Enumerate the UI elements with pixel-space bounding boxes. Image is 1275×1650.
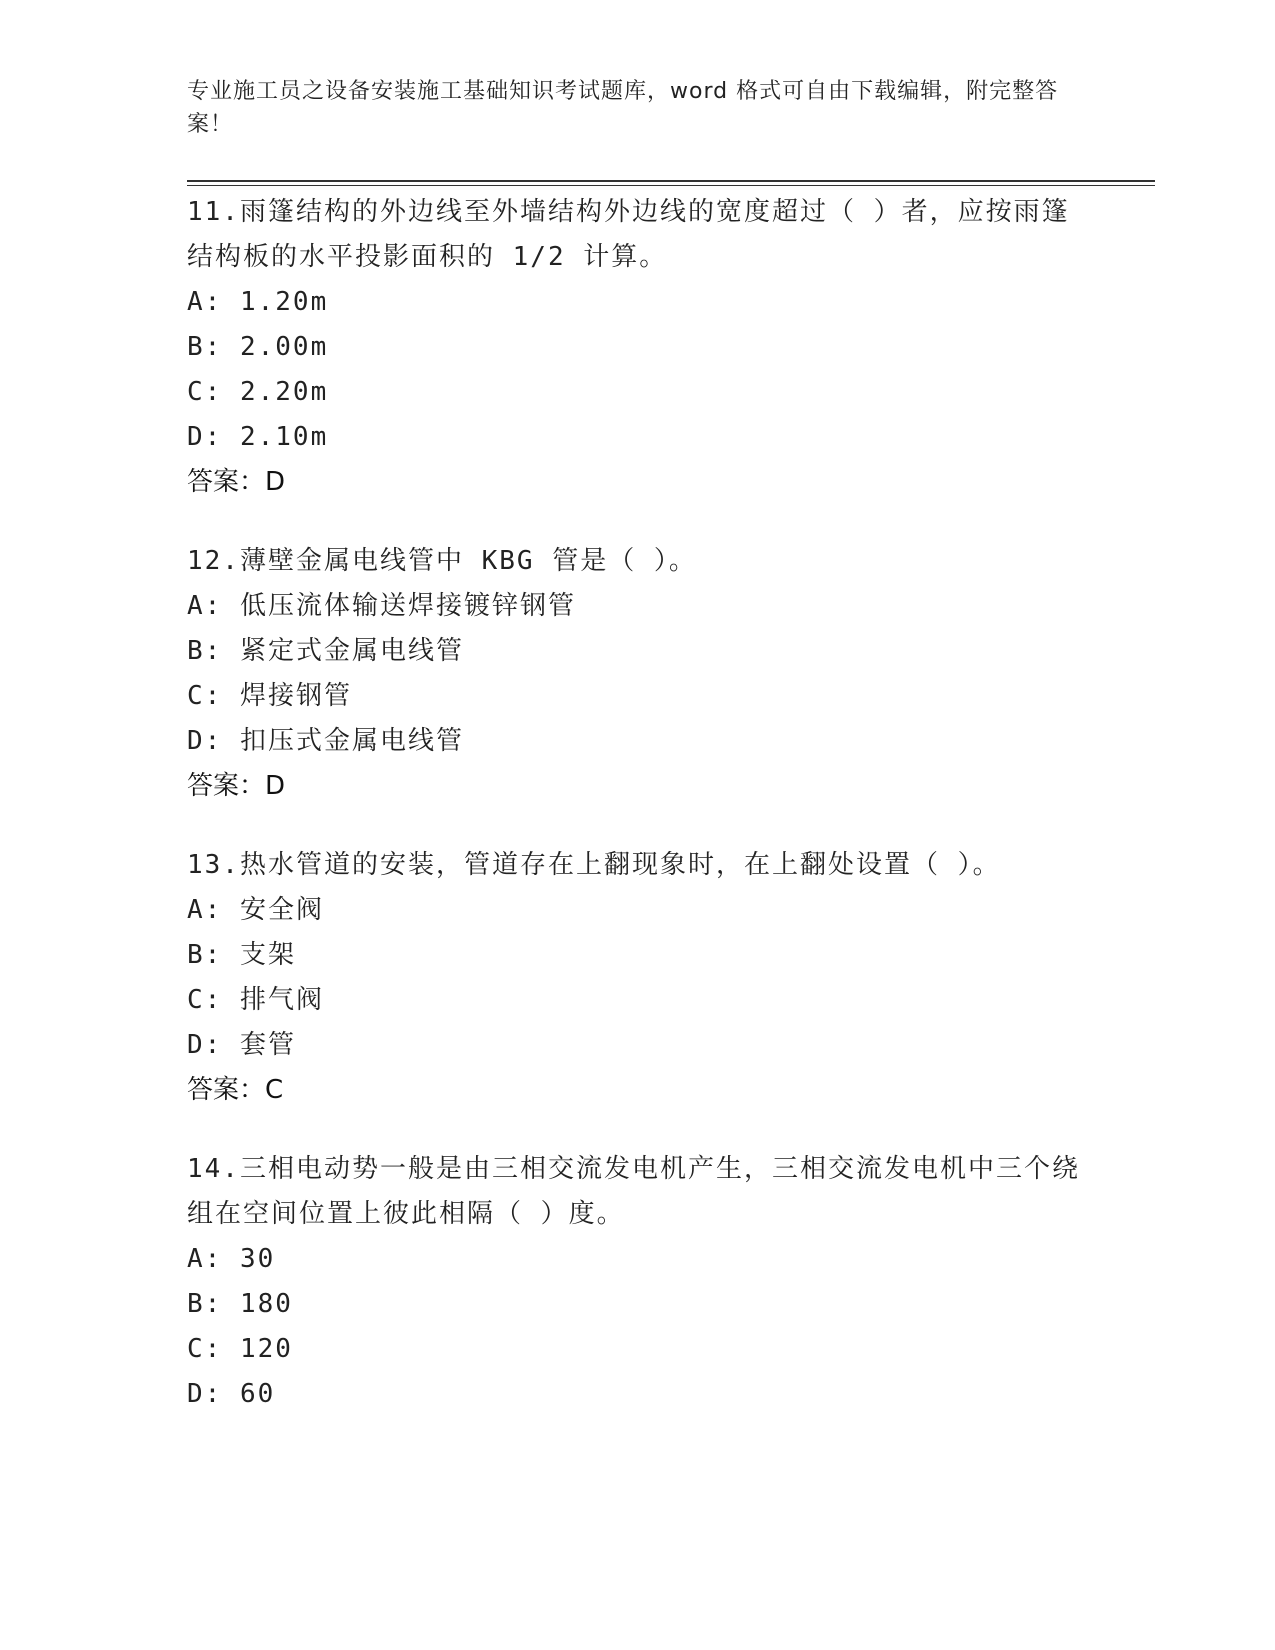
question-13 — [187, 843, 1087, 1113]
question-stem: 14.三相电动势一般是由三相交流发电机产生，三相交流发电机中三个绕组在空间位置上彼此相隔（ ）度。 — [187, 1154, 1080, 1229]
option-b: B: 支架 — [187, 940, 296, 970]
question-stem: 11.雨篷结构的外边线至外墙结构外边线的宽度超过（ ）者，应按雨篷结构板的水平投影面积的 1/2 计算。 — [187, 197, 1070, 272]
option-a: A: 30 — [187, 1244, 276, 1274]
option-b: B: 2.00m — [187, 332, 329, 362]
option-d: D: 扣压式金属电线管 — [187, 726, 464, 756]
option-c: C: 2.20m — [187, 377, 329, 407]
option-a: A: 1.20m — [187, 287, 329, 317]
option-b: B: 180 — [187, 1289, 293, 1319]
question-14 — [187, 1147, 1087, 1417]
option-c: C: 120 — [187, 1334, 293, 1364]
question-11 — [187, 190, 1087, 505]
option-c: C: 排气阀 — [187, 985, 324, 1015]
question-list — [187, 190, 1087, 1451]
option-a: A: 安全阀 — [187, 895, 324, 925]
answer-line: 答案：D — [187, 467, 286, 497]
option-a: A: 低压流体输送焊接镀锌钢管 — [187, 591, 576, 621]
question-stem: 12.薄壁金属电线管中 KBG 管是（ ）。 — [187, 546, 697, 576]
option-d: D: 60 — [187, 1379, 276, 1409]
document-header: 专业施工员之设备安装施工基础知识考试题库，word 格式可自由下载编辑，附完整答案！ — [187, 79, 1059, 137]
option-d: D: 2.10m — [187, 422, 329, 452]
header-divider — [187, 180, 1155, 186]
question-12 — [187, 539, 1087, 809]
answer-line: 答案：C — [187, 1075, 284, 1105]
option-c: C: 焊接钢管 — [187, 681, 352, 711]
answer-line: 答案：D — [187, 771, 286, 801]
option-b: B: 紧定式金属电线管 — [187, 636, 464, 666]
option-d: D: 套管 — [187, 1030, 296, 1060]
question-stem: 13.热水管道的安装，管道存在上翻现象时，在上翻处设置（ ）。 — [187, 850, 1001, 880]
